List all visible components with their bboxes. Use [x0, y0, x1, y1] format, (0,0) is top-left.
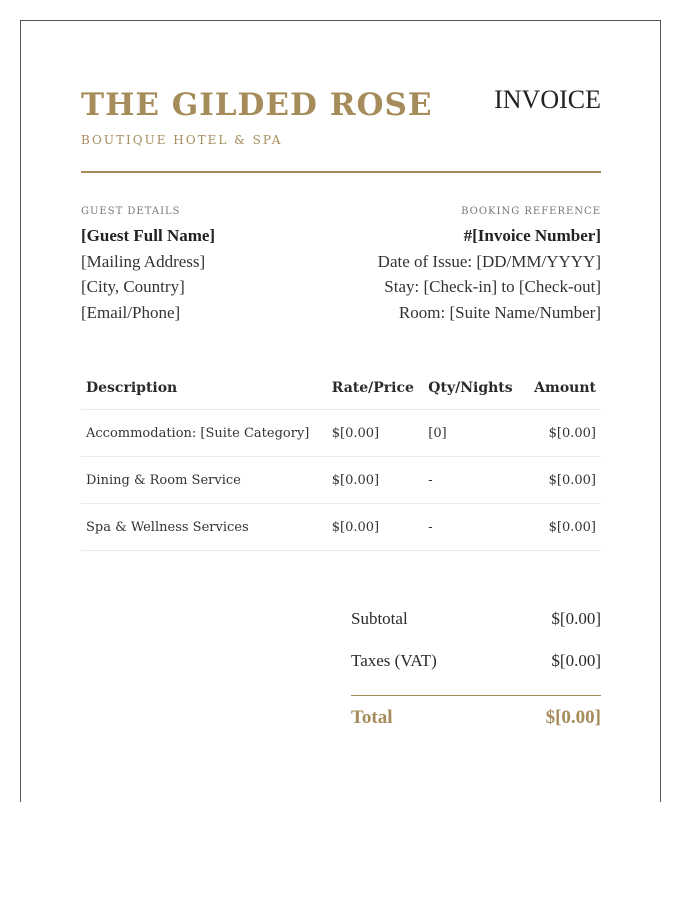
hotel-tagline: BOUTIQUE HOTEL & SPA: [81, 133, 283, 147]
guest-address: [Mailing Address]: [81, 251, 206, 271]
item-amount: $[0.00]: [529, 410, 601, 457]
table-header-row: [81, 367, 601, 410]
header-divider: [81, 171, 601, 173]
tax-row: [351, 646, 601, 688]
table-row: [81, 410, 601, 457]
item-qty: [0]: [423, 410, 529, 457]
header-description: Description: [81, 367, 327, 410]
item-qty: -: [423, 457, 529, 504]
total-value: $[0.00]: [545, 707, 601, 728]
total-label: Total: [351, 707, 393, 728]
item-description: Accommodation: [Suite Category]: [81, 410, 327, 457]
tax-value: $[0.00]: [551, 651, 601, 670]
header-amount: Amount: [529, 367, 601, 410]
booking-reference-block: [341, 204, 601, 326]
item-description: Spa & Wellness Services: [81, 504, 327, 551]
totals-block: [351, 604, 601, 736]
guest-details-block: [81, 204, 341, 326]
table-row: [81, 504, 601, 551]
subtotal-label: Subtotal: [351, 609, 408, 628]
guest-city: [City, Country]: [81, 277, 185, 296]
item-rate: $[0.00]: [327, 457, 424, 504]
header-qty: Qty/Nights: [423, 367, 529, 410]
issue-date: Date of Issue: [DD/MM/YYYY]: [377, 251, 601, 271]
guest-name: [Guest Full Name]: [81, 226, 216, 245]
stay-dates: Stay: [Check-in] to [Check-out]: [384, 277, 601, 296]
table-row: [81, 457, 601, 504]
subtotal-row: [351, 604, 601, 646]
room-info: Room: [Suite Name/Number]: [398, 302, 601, 322]
hotel-name: THE GILDED ROSE: [81, 87, 433, 123]
item-qty: -: [423, 504, 529, 551]
invoice-number: #[Invoice Number]: [463, 226, 601, 245]
tax-label: Taxes (VAT): [351, 651, 437, 670]
guest-contact: [Email/Phone]: [81, 302, 181, 322]
invoice-page: [20, 20, 661, 802]
item-rate: $[0.00]: [327, 410, 424, 457]
guest-details-label: GUEST DETAILS: [81, 206, 181, 217]
item-description: Dining & Room Service: [81, 457, 327, 504]
document-title: INVOICE: [494, 85, 601, 114]
item-amount: $[0.00]: [529, 457, 601, 504]
line-items-table: [81, 367, 601, 551]
item-rate: $[0.00]: [327, 504, 424, 551]
subtotal-value: $[0.00]: [551, 609, 601, 628]
total-row: [351, 696, 601, 736]
item-amount: $[0.00]: [529, 504, 601, 551]
booking-reference-label: BOOKING REFERENCE: [461, 206, 601, 217]
header-rate: Rate/Price: [327, 367, 424, 410]
